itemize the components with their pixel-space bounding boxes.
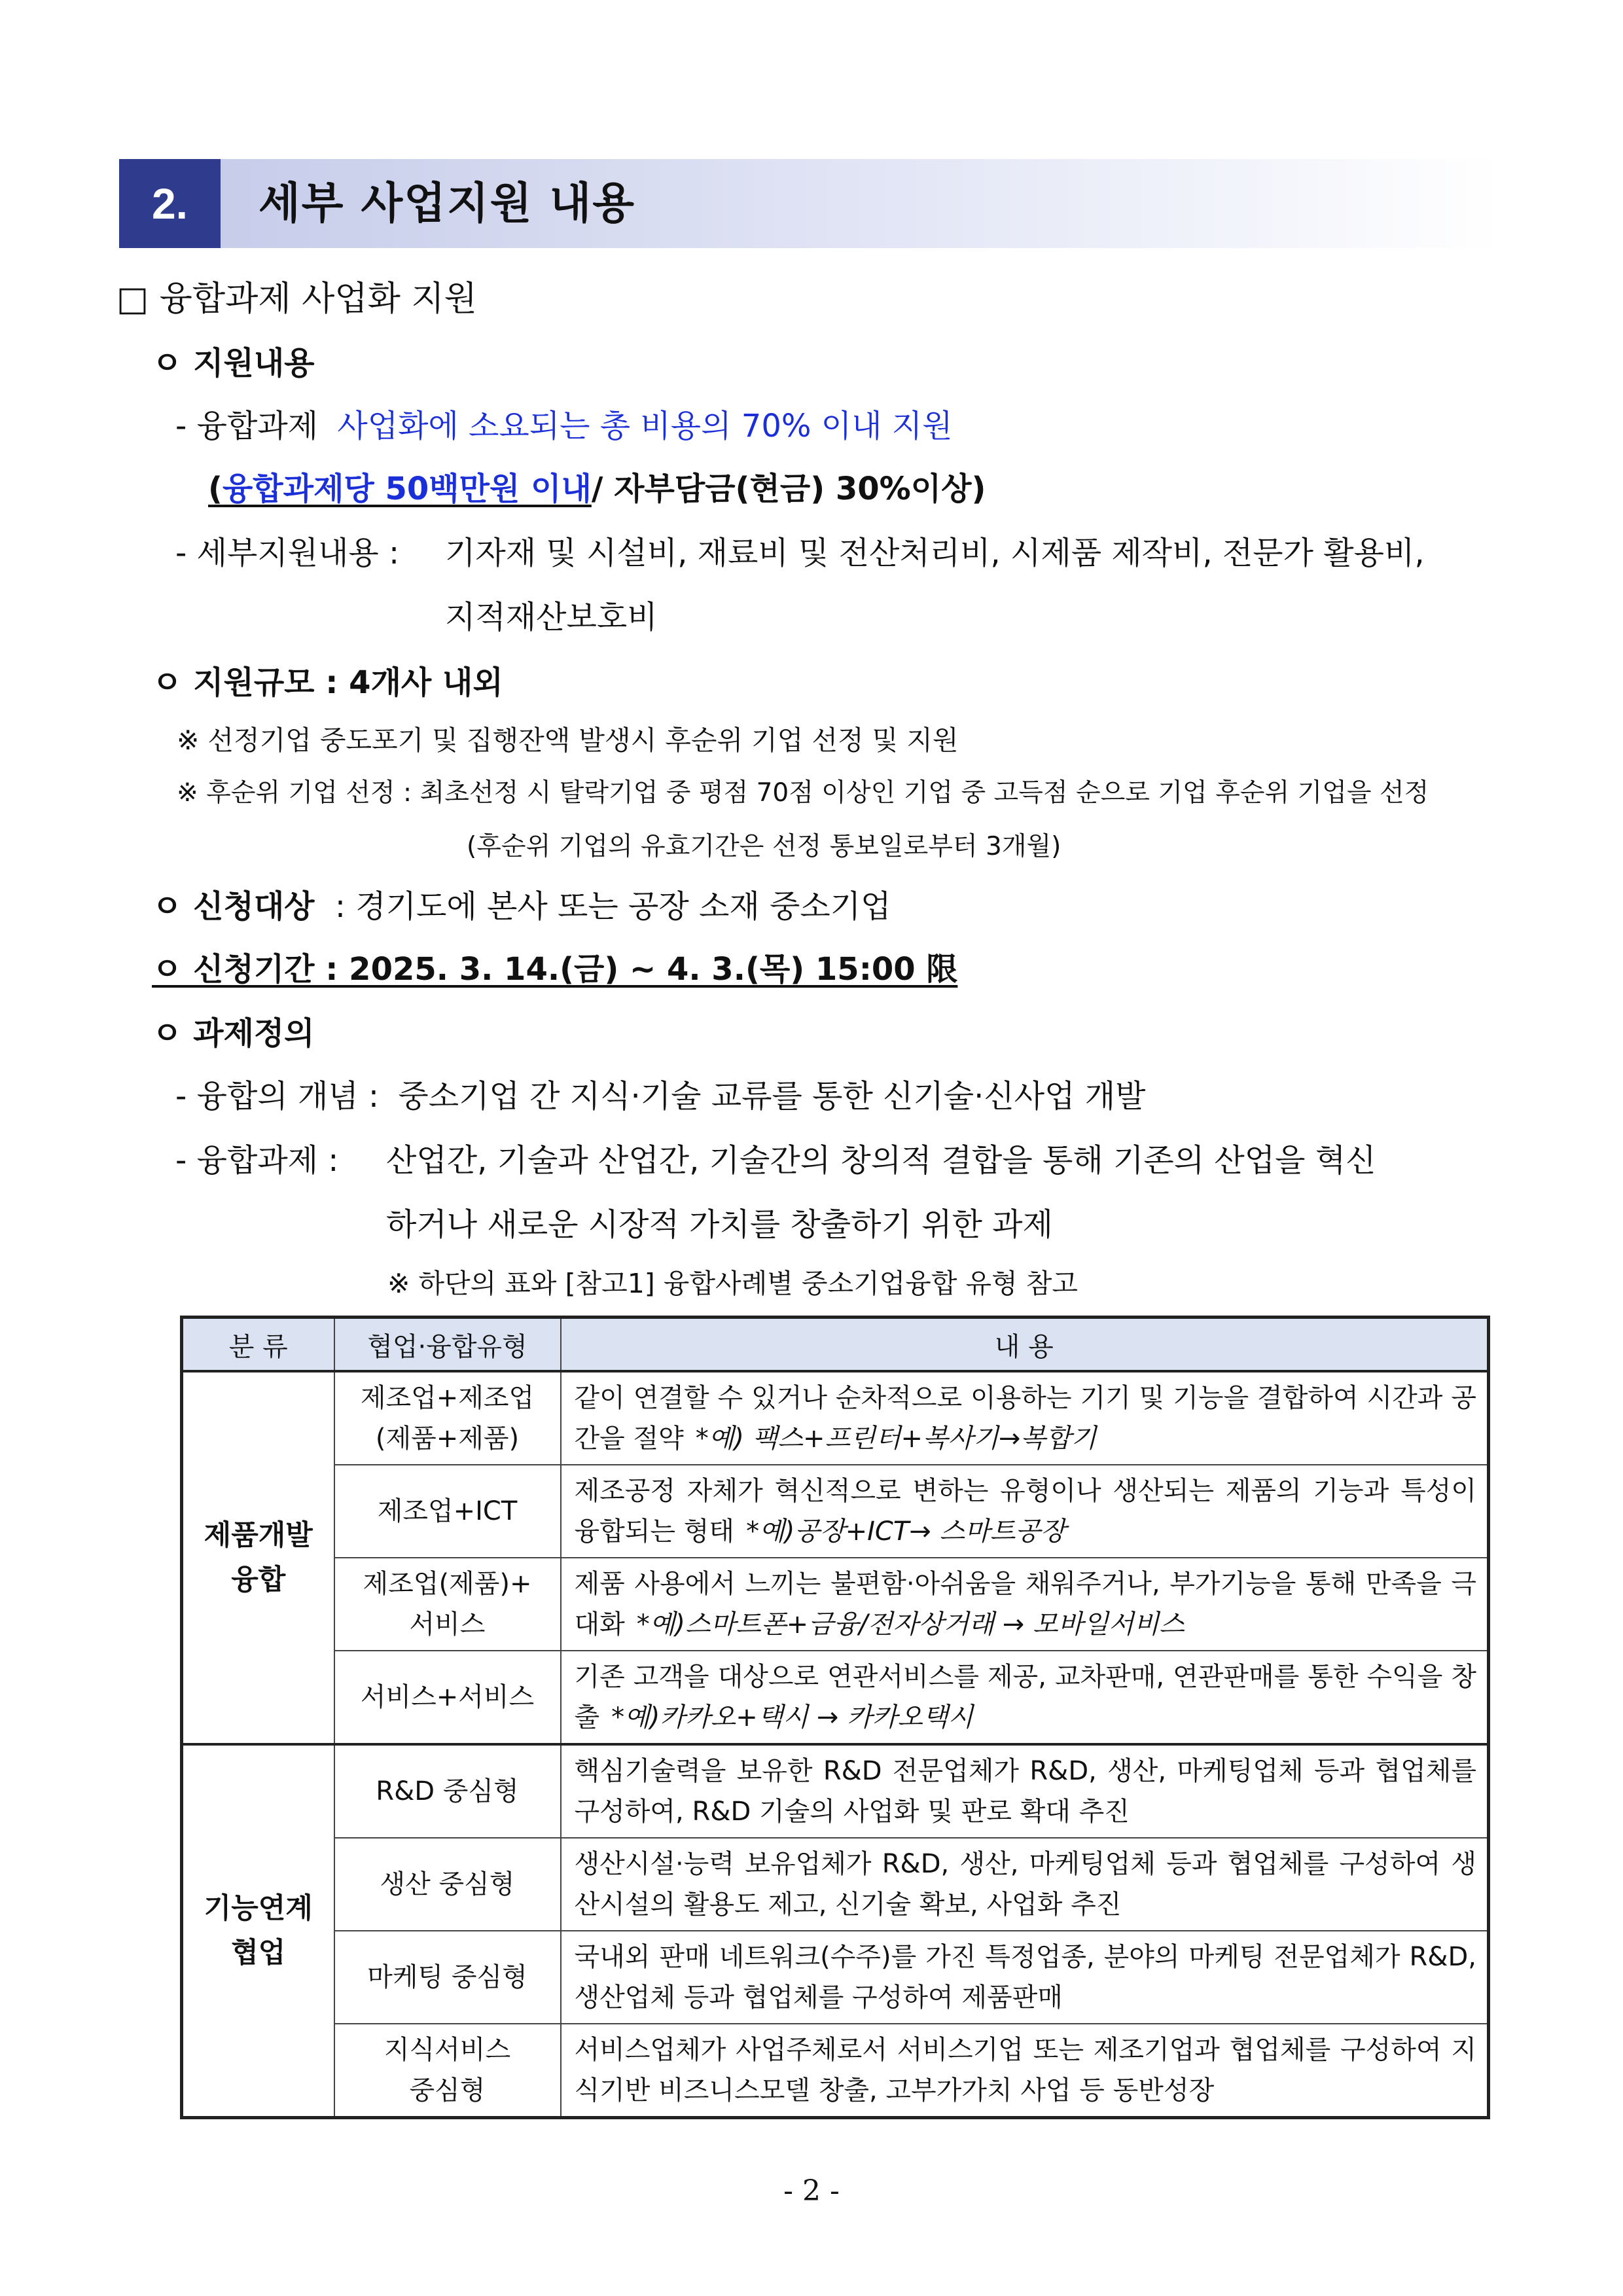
example-text: *예)카카오+택시 → 카카오택시 (611, 1702, 974, 1732)
target-label: ㅇ 신청대상 (152, 888, 315, 925)
table-header-row (182, 1318, 1489, 1372)
desc-cell: 서비스업체가 사업주체로서 서비스기업 또는 제조기업과 협업체를 구성하여 지식기반 비즈니스모델 창출, 고부가가치 사업 등 동반성장 (561, 2024, 1489, 2118)
type-cell: 생산 중심형 (334, 1838, 561, 1931)
type-cell: 제조업+제조업 (제품+제품) (334, 1371, 561, 1465)
header-content: 내 용 (561, 1318, 1489, 1372)
desc-cell: 제조공정 자체가 혁신적으로 변하는 유형이나 생산되는 제품의 기능과 특성이 융합되는 형태 *예)공장+ICT→ 스마트공장 (561, 1465, 1489, 1558)
definition-concept (175, 1071, 1146, 1116)
support-line2 (208, 463, 986, 509)
support-detail-text1: 기자재 및 시설비, 재료비 및 전산처리비, 시제품 제작비, 전문가 활용비, (445, 535, 1425, 571)
type-cell: R&D 중심형 (334, 1744, 561, 1838)
desc-cell: 국내외 판매 네트워크(수주)를 가진 특정업종, 분야의 마케팅 전문업체가 R&D, 생산업체 등과 협업체를 구성하여 제품판매 (561, 1931, 1489, 2024)
type-cell: 서비스+서비스 (334, 1651, 561, 1744)
table-row (182, 1465, 1489, 1558)
desc-cell: 핵심기술력을 보유한 R&D 전문업체가 R&D, 생산, 마케팅업체 등과 협업체를 구성하여, R&D 기술의 사업화 및 판로 확대 추진 (561, 1744, 1489, 1838)
task-label: - 융합과제 : (175, 1142, 339, 1179)
period-line: ㅇ 신청기간 : 2025. 3. 14.(금) ~ 4. 3.(목) 15:00 限 (152, 951, 958, 988)
page-number: - 2 - (783, 2174, 840, 2208)
target-line (152, 881, 891, 926)
example-text: *예) 팩스+프린터+복사기→복합기 (695, 1424, 1097, 1454)
support-line2-underlined: 융합과제당 50백만원 이내 (222, 471, 592, 507)
support-line1-highlight: 사업화에 소요되는 총 비용의 70% 이내 지원 (337, 408, 953, 444)
type-cell: 제조업+ICT (334, 1465, 561, 1558)
category-product-fusion: 제품개발 융합 (182, 1371, 334, 1744)
scale-title: ㅇ 지원규모 : 4개사 내외 (152, 664, 503, 701)
section-number: 2. (119, 159, 221, 248)
definition-note: ※ 하단의 표와 [참고1] 융합사례별 중소기업융합 유형 참고 (387, 1268, 1078, 1299)
table-row (182, 1838, 1489, 1931)
type-cell: 마케팅 중심형 (334, 1931, 561, 2024)
desc-cell: 같이 연결할 수 있거나 순차적으로 이용하는 기기 및 기능을 결합하여 시간과 공간을 절약 *예) 팩스+프린터+복사기→복합기 (561, 1371, 1489, 1465)
main-heading: □ 융합과제 사업화 지원 (116, 279, 477, 319)
scale-note3: (후순위 기업의 유효기간은 선정 통보일로부터 3개월) (467, 832, 1061, 861)
support-line2-open: ( (208, 471, 223, 507)
support-detail-label: - 세부지원내용 : (175, 535, 400, 571)
desc-cell: 생산시설·능력 보유업체가 R&D, 생산, 마케팅업체 등과 협업체를 구성하여 생산시설의 활용도 제고, 신기술 확보, 사업화 추진 (561, 1838, 1489, 1931)
section-title: 세부 사업지원 내용 (259, 178, 636, 228)
table-row (182, 1558, 1489, 1651)
support-line1-prefix: - 융합과제 (175, 408, 319, 444)
desc-cell: 기존 고객을 대상으로 연관서비스를 제공, 교차판매, 연관판매를 통한 수익을 창출 *예)카카오+택시 → 카카오택시 (561, 1651, 1489, 1744)
scale-note1: ※ 선정기업 중도포기 및 집행잔액 발생시 후순위 기업 선정 및 지원 (177, 725, 959, 756)
concept-text: 중소기업 간 지식·기술 교류를 통한 신기술·신사업 개발 (398, 1078, 1146, 1115)
definition-title: ㅇ 과제정의 (152, 1015, 315, 1052)
table-row (182, 1651, 1489, 1744)
example-text: *예)스마트폰+금융/전자상거래 → 모바일서비스 (636, 1609, 1185, 1640)
support-detail-text2: 지적재산보호비 (445, 599, 658, 636)
table-row (182, 2024, 1489, 2118)
support-line1 (175, 401, 952, 446)
type-cell: 지식서비스 중심형 (334, 2024, 561, 2118)
table-row (182, 1931, 1489, 2024)
header-type: 협업·융합유형 (334, 1318, 561, 1372)
category-function-link: 기능연계 협업 (182, 1744, 334, 2118)
task-text1: 산업간, 기술과 산업간, 기술간의 창의적 결합을 통해 기존의 산업을 혁신 (386, 1142, 1376, 1179)
type-cell: 제조업(제품)+ 서비스 (334, 1558, 561, 1651)
concept-label: - 융합의 개념 : (175, 1078, 380, 1115)
scale-note2: ※ 후순위 기업 선정 : 최초선정 시 탈락기업 중 평점 70점 이상인 기업 중 고득점 순으로 기업 후순위 기업을 선정 (177, 778, 1429, 808)
table-row (182, 1744, 1489, 1838)
example-text: *예)공장+ICT→ 스마트공장 (746, 1516, 1066, 1547)
fusion-type-table (180, 1316, 1490, 2119)
support-line2-rest: / 자부담금(현금) 30%이상) (591, 471, 986, 507)
support-title: ㅇ 지원내용 (152, 345, 315, 382)
task-text2: 하거나 새로운 시장적 가치를 창출하기 위한 과제 (386, 1206, 1053, 1243)
header-category: 분 류 (182, 1318, 334, 1372)
table-row (182, 1371, 1489, 1465)
desc-cell: 제품 사용에서 느끼는 불편함·아쉬움을 채워주거나, 부가기능을 통해 만족을 극대화 *예)스마트폰+금융/전자상거래 → 모바일서비스 (561, 1558, 1489, 1651)
target-value: : 경기도에 본사 또는 공장 소재 중소기업 (334, 888, 891, 925)
